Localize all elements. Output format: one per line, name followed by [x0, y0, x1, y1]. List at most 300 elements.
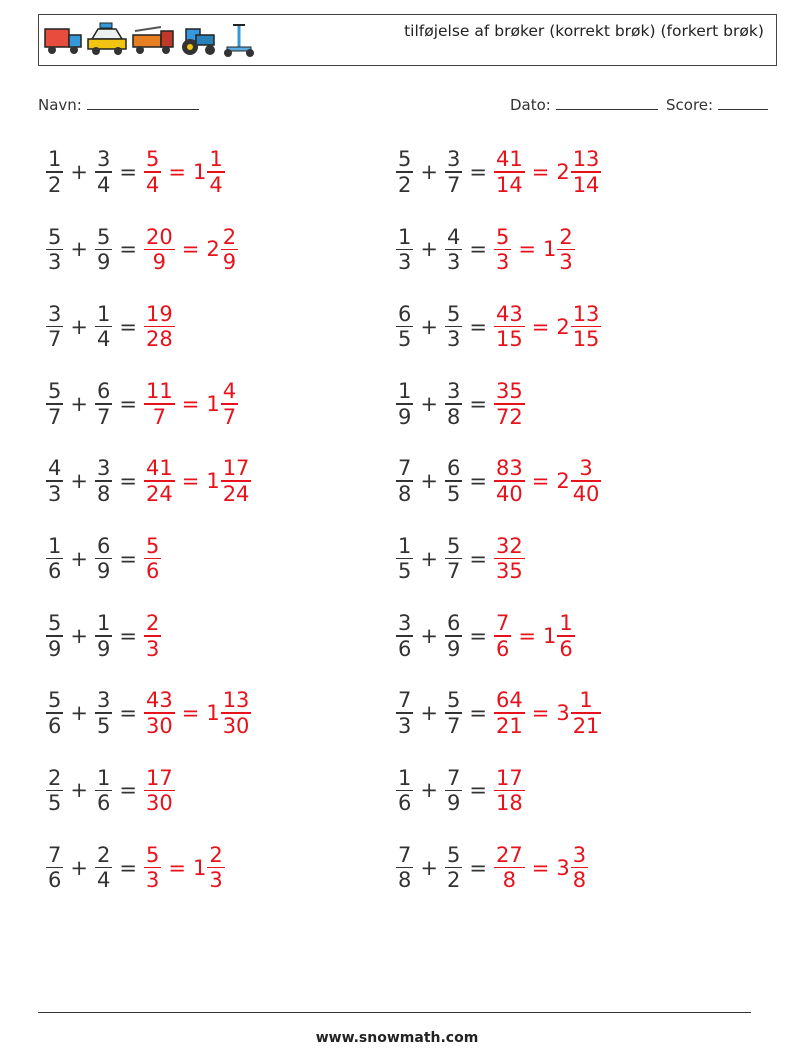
- equals-sign: =: [469, 314, 487, 339]
- numerator: 5: [48, 611, 62, 636]
- numerator: 7: [446, 765, 461, 790]
- numerator: 6: [446, 611, 461, 636]
- score-field: [666, 94, 768, 114]
- numerator: 5: [446, 842, 461, 867]
- fraction-problem: [396, 217, 575, 281]
- scooter-icon: [221, 21, 257, 59]
- mixed-fraction: [221, 379, 238, 429]
- denominator: 4: [209, 172, 223, 197]
- numerator: 6: [96, 533, 111, 558]
- denominator: 9: [96, 559, 111, 584]
- fraction-problem: [46, 372, 238, 436]
- denominator: 35: [495, 559, 523, 584]
- answer: [494, 456, 601, 506]
- addend-fraction: [396, 379, 413, 429]
- equals-sign: =: [119, 314, 137, 339]
- denominator: 3: [495, 250, 510, 275]
- equals-sign: =: [469, 778, 487, 803]
- mixed-whole: 1: [206, 701, 220, 726]
- fraction-problem: [46, 527, 161, 591]
- answer-fraction: [144, 611, 161, 661]
- numerator: 3: [96, 147, 111, 172]
- denominator: 15: [495, 327, 523, 352]
- numerator: 35: [495, 379, 523, 404]
- answer: [144, 766, 175, 816]
- answer-fraction: [144, 456, 175, 506]
- numerator: 13: [572, 301, 600, 326]
- denominator: 21: [572, 713, 600, 738]
- mixed-fraction: [221, 456, 252, 506]
- mixed-fraction: [221, 688, 252, 738]
- equals-sign: =: [119, 237, 137, 262]
- denominator: 8: [96, 481, 111, 506]
- denominator: 7: [446, 713, 461, 738]
- numerator: 2: [209, 842, 223, 867]
- denominator: 7: [446, 172, 461, 197]
- numerator: 1: [96, 301, 111, 326]
- date-field: [510, 94, 658, 114]
- numerator: 83: [495, 456, 523, 481]
- numerator: 1: [398, 224, 412, 249]
- equals-sign: =: [469, 623, 487, 648]
- mixed-whole: 3: [556, 701, 570, 726]
- equals-sign: =: [181, 701, 200, 726]
- denominator: 5: [48, 791, 62, 816]
- denominator: 6: [559, 636, 573, 661]
- addend-fraction: [445, 456, 462, 506]
- mixed-whole: 2: [556, 160, 570, 184]
- addend-fraction: [445, 611, 462, 661]
- answer: [494, 611, 575, 661]
- fraction-problem: [46, 295, 175, 359]
- answer-fraction: [144, 225, 175, 275]
- denominator: 8: [398, 868, 412, 893]
- numerator: 1: [48, 147, 62, 172]
- denominator: 72: [495, 404, 523, 429]
- numerator: 1: [398, 379, 412, 404]
- addend-fraction: [46, 147, 63, 197]
- equals-sign: =: [469, 160, 487, 184]
- plus-sign: +: [70, 160, 88, 184]
- fraction-problem: [396, 372, 525, 436]
- numerator: 2: [96, 842, 111, 867]
- numerator: 5: [48, 379, 62, 404]
- denominator: 3: [48, 250, 62, 275]
- plus-sign: +: [420, 237, 438, 262]
- equals-sign: =: [119, 546, 137, 571]
- denominator: 4: [145, 172, 160, 197]
- answer-fraction: [144, 688, 175, 738]
- denominator: 9: [152, 250, 167, 275]
- addend-fraction: [46, 688, 63, 738]
- denominator: 3: [446, 250, 461, 275]
- equals-sign: =: [531, 469, 550, 494]
- equals-sign: =: [168, 855, 186, 880]
- fraction-problem: [396, 681, 601, 745]
- mixed-whole: 2: [556, 314, 570, 339]
- addend-fraction: [396, 611, 413, 661]
- denominator: 5: [398, 559, 412, 584]
- numerator: 5: [446, 533, 461, 558]
- mixed-whole: 3: [556, 855, 570, 880]
- numerator: 2: [559, 224, 573, 249]
- numerator: 2: [145, 611, 160, 636]
- answer: [144, 379, 238, 429]
- equals-sign: =: [119, 160, 137, 184]
- denominator: 14: [572, 172, 600, 197]
- equals-sign: =: [469, 855, 487, 880]
- date-line: [556, 94, 658, 110]
- equals-sign: =: [531, 701, 550, 726]
- denominator: 9: [398, 404, 412, 429]
- plus-sign: +: [420, 855, 438, 880]
- denominator: 2: [48, 172, 62, 197]
- denominator: 8: [446, 404, 461, 429]
- addend-fraction: [46, 534, 63, 584]
- numerator: 5: [398, 147, 412, 172]
- equals-sign: =: [119, 701, 137, 726]
- plus-sign: +: [420, 469, 438, 494]
- denominator: 6: [398, 791, 412, 816]
- addend-fraction: [46, 843, 63, 893]
- denominator: 9: [222, 250, 237, 275]
- mixed-fraction: [571, 688, 602, 738]
- addend-fraction: [95, 766, 112, 816]
- numerator: 5: [145, 533, 160, 558]
- addend-fraction: [396, 766, 413, 816]
- equals-sign: =: [469, 237, 487, 262]
- numerator: 3: [398, 611, 412, 636]
- equals-sign: =: [119, 778, 137, 803]
- answer-fraction: [144, 302, 175, 352]
- addend-fraction: [445, 147, 462, 197]
- date-label: Dato:: [510, 96, 551, 114]
- equals-sign: =: [518, 623, 536, 648]
- mixed-whole: 1: [192, 855, 207, 880]
- addend-fraction: [445, 302, 462, 352]
- mixed-whole: 1: [206, 391, 220, 416]
- answer-fraction: [494, 843, 525, 893]
- fraction-problem: [46, 758, 175, 822]
- plus-sign: +: [420, 701, 438, 726]
- answer: [494, 379, 525, 429]
- numerator: 1: [398, 765, 412, 790]
- addend-fraction: [95, 379, 112, 429]
- numerator: 43: [145, 688, 173, 713]
- equals-sign: =: [531, 855, 550, 880]
- addend-fraction: [396, 302, 413, 352]
- mixed-fraction: [221, 225, 238, 275]
- denominator: 6: [145, 559, 160, 584]
- truck-icon: [43, 21, 83, 59]
- denominator: 6: [48, 559, 62, 584]
- plus-sign: +: [70, 778, 88, 803]
- mixed-fraction: [207, 147, 224, 197]
- answer-fraction: [494, 688, 525, 738]
- denominator: 3: [398, 713, 412, 738]
- mixed-whole: 1: [192, 160, 207, 184]
- answer: [494, 147, 601, 197]
- answer: [494, 843, 588, 893]
- addend-fraction: [95, 534, 112, 584]
- denominator: 21: [495, 713, 523, 738]
- plus-sign: +: [420, 623, 438, 648]
- numerator: 4: [48, 456, 62, 481]
- police-car-icon: [86, 21, 128, 59]
- numerator: 5: [495, 224, 510, 249]
- numerator: 4: [222, 379, 237, 404]
- numerator: 3: [48, 301, 62, 326]
- numerator: 5: [446, 301, 461, 326]
- answer-fraction: [494, 379, 525, 429]
- denominator: 30: [145, 713, 173, 738]
- answer: [144, 688, 251, 738]
- plus-sign: +: [70, 469, 88, 494]
- equals-sign: =: [469, 701, 487, 726]
- denominator: 4: [96, 327, 111, 352]
- numerator: 17: [145, 765, 173, 790]
- denominator: 8: [572, 868, 587, 893]
- denominator: 7: [48, 404, 62, 429]
- plus-sign: +: [420, 546, 438, 571]
- denominator: 9: [96, 250, 111, 275]
- numerator: 41: [495, 147, 523, 172]
- answer: [494, 534, 525, 584]
- numerator: 7: [398, 688, 412, 713]
- numerator: 13: [572, 147, 600, 172]
- equals-sign: =: [469, 469, 487, 494]
- numerator: 7: [398, 842, 412, 867]
- answer: [144, 843, 225, 893]
- addend-fraction: [46, 379, 63, 429]
- numerator: 3: [446, 379, 461, 404]
- denominator: 6: [48, 868, 62, 893]
- addend-fraction: [445, 534, 462, 584]
- numerator: 7: [398, 456, 412, 481]
- numerator: 3: [96, 456, 111, 481]
- denominator: 7: [152, 404, 167, 429]
- plus-sign: +: [70, 237, 88, 262]
- name-label: Navn:: [38, 96, 82, 114]
- answer-fraction: [144, 379, 175, 429]
- plus-sign: +: [70, 391, 88, 416]
- equals-sign: =: [119, 855, 137, 880]
- numerator: 7: [495, 611, 510, 636]
- addend-fraction: [396, 456, 413, 506]
- denominator: 7: [222, 404, 237, 429]
- numerator: 32: [495, 533, 523, 558]
- plus-sign: +: [70, 855, 88, 880]
- addend-fraction: [95, 843, 112, 893]
- mixed-fraction: [557, 225, 574, 275]
- denominator: 14: [495, 172, 523, 197]
- addend-fraction: [396, 225, 413, 275]
- footer-divider: [38, 1012, 751, 1013]
- fraction-problem: [46, 681, 251, 745]
- mixed-whole: 2: [556, 469, 570, 494]
- denominator: 3: [398, 250, 412, 275]
- answer: [144, 534, 161, 584]
- equals-sign: =: [119, 623, 137, 648]
- plus-sign: +: [70, 314, 88, 339]
- fraction-problem: [396, 758, 525, 822]
- denominator: 9: [446, 636, 461, 661]
- numerator: 6: [96, 379, 111, 404]
- name-line: [87, 94, 199, 110]
- answer-fraction: [144, 534, 161, 584]
- mixed-fraction: [571, 302, 602, 352]
- numerator: 2: [222, 224, 237, 249]
- answer: [494, 302, 601, 352]
- fraction-problem: [46, 449, 251, 513]
- answer: [144, 611, 161, 661]
- denominator: 3: [559, 250, 573, 275]
- answer: [494, 688, 601, 738]
- numerator: 64: [495, 688, 523, 713]
- addend-fraction: [46, 302, 63, 352]
- numerator: 4: [446, 224, 461, 249]
- denominator: 30: [222, 713, 250, 738]
- denominator: 2: [398, 172, 412, 197]
- numerator: 3: [572, 842, 587, 867]
- numerator: 5: [145, 147, 160, 172]
- fraction-problem: [396, 527, 525, 591]
- addend-fraction: [396, 147, 413, 197]
- mixed-fraction: [557, 611, 574, 661]
- mixed-whole: 2: [206, 237, 220, 262]
- numerator: 17: [222, 456, 250, 481]
- numerator: 3: [579, 456, 593, 481]
- answer-fraction: [494, 766, 525, 816]
- fraction-problem: [396, 295, 601, 359]
- equals-sign: =: [181, 469, 200, 494]
- numerator: 1: [96, 611, 111, 636]
- equals-sign: =: [181, 391, 200, 416]
- addend-fraction: [95, 456, 112, 506]
- denominator: 7: [446, 559, 461, 584]
- denominator: 30: [145, 791, 173, 816]
- denominator: 40: [572, 481, 600, 506]
- plus-sign: +: [420, 314, 438, 339]
- numerator: 5: [145, 842, 160, 867]
- denominator: 24: [145, 481, 173, 506]
- denominator: 5: [96, 713, 111, 738]
- denominator: 5: [398, 327, 412, 352]
- denominator: 6: [495, 636, 510, 661]
- numerator: 1: [559, 611, 573, 636]
- numerator: 6: [446, 456, 461, 481]
- addend-fraction: [95, 147, 112, 197]
- addend-fraction: [445, 379, 462, 429]
- denominator: 6: [96, 791, 111, 816]
- mixed-whole: 1: [542, 623, 557, 648]
- numerator: 13: [222, 688, 250, 713]
- denominator: 9: [96, 636, 111, 661]
- plus-sign: +: [420, 160, 438, 184]
- mixed-fraction: [571, 147, 602, 197]
- numerator: 6: [398, 301, 412, 326]
- addend-fraction: [396, 688, 413, 738]
- numerator: 43: [495, 301, 523, 326]
- equals-sign: =: [531, 160, 550, 184]
- addend-fraction: [95, 611, 112, 661]
- plus-sign: +: [420, 391, 438, 416]
- denominator: 7: [96, 404, 111, 429]
- denominator: 4: [96, 868, 111, 893]
- answer-fraction: [144, 766, 175, 816]
- denominator: 5: [446, 481, 461, 506]
- fraction-problem: [46, 140, 225, 204]
- answer-fraction: [494, 456, 525, 506]
- tractor-icon: [178, 21, 218, 59]
- denominator: 9: [48, 636, 62, 661]
- denominator: 3: [145, 636, 160, 661]
- denominator: 3: [446, 327, 461, 352]
- mixed-whole: 1: [206, 469, 220, 494]
- name-field: [38, 94, 199, 114]
- equals-sign: =: [119, 391, 137, 416]
- worksheet-title: tilføjelse af brøker (korrekt brøk) (forkert brøk): [404, 22, 764, 40]
- answer-fraction: [494, 147, 525, 197]
- addend-fraction: [445, 766, 462, 816]
- fraction-problem: [396, 449, 601, 513]
- numerator: 3: [96, 688, 111, 713]
- addend-fraction: [95, 225, 112, 275]
- fraction-problem: [46, 217, 238, 281]
- answer-fraction: [144, 147, 161, 197]
- addend-fraction: [46, 611, 63, 661]
- denominator: 6: [48, 713, 62, 738]
- plus-sign: +: [70, 623, 88, 648]
- denominator: 2: [446, 868, 461, 893]
- equals-sign: =: [119, 469, 137, 494]
- numerator: 19: [145, 301, 173, 326]
- addend-fraction: [445, 225, 462, 275]
- answer: [494, 225, 575, 275]
- addend-fraction: [396, 534, 413, 584]
- numerator: 1: [209, 147, 223, 172]
- denominator: 3: [209, 868, 223, 893]
- numerator: 1: [48, 533, 62, 558]
- denominator: 18: [495, 791, 523, 816]
- equals-sign: =: [531, 314, 550, 339]
- answer: [144, 147, 225, 197]
- denominator: 8: [502, 868, 517, 893]
- plus-sign: +: [420, 778, 438, 803]
- mixed-fraction: [571, 456, 602, 506]
- plus-sign: +: [70, 701, 88, 726]
- numerator: 1: [579, 688, 593, 713]
- equals-sign: =: [518, 237, 536, 262]
- denominator: 24: [222, 481, 250, 506]
- denominator: 3: [48, 481, 62, 506]
- answer-fraction: [494, 225, 511, 275]
- vehicle-icons: [43, 21, 257, 61]
- fraction-problem: [46, 836, 225, 900]
- answer: [144, 302, 175, 352]
- worksheet-header: [38, 14, 777, 66]
- footer-url: www.snowmath.com: [315, 1030, 479, 1046]
- fire-truck-icon: [131, 21, 175, 59]
- equals-sign: =: [469, 391, 487, 416]
- addend-fraction: [95, 688, 112, 738]
- answer: [144, 456, 251, 506]
- addend-fraction: [396, 843, 413, 893]
- denominator: 6: [398, 636, 412, 661]
- denominator: 3: [145, 868, 160, 893]
- answer: [494, 766, 525, 816]
- fraction-problem: [396, 836, 588, 900]
